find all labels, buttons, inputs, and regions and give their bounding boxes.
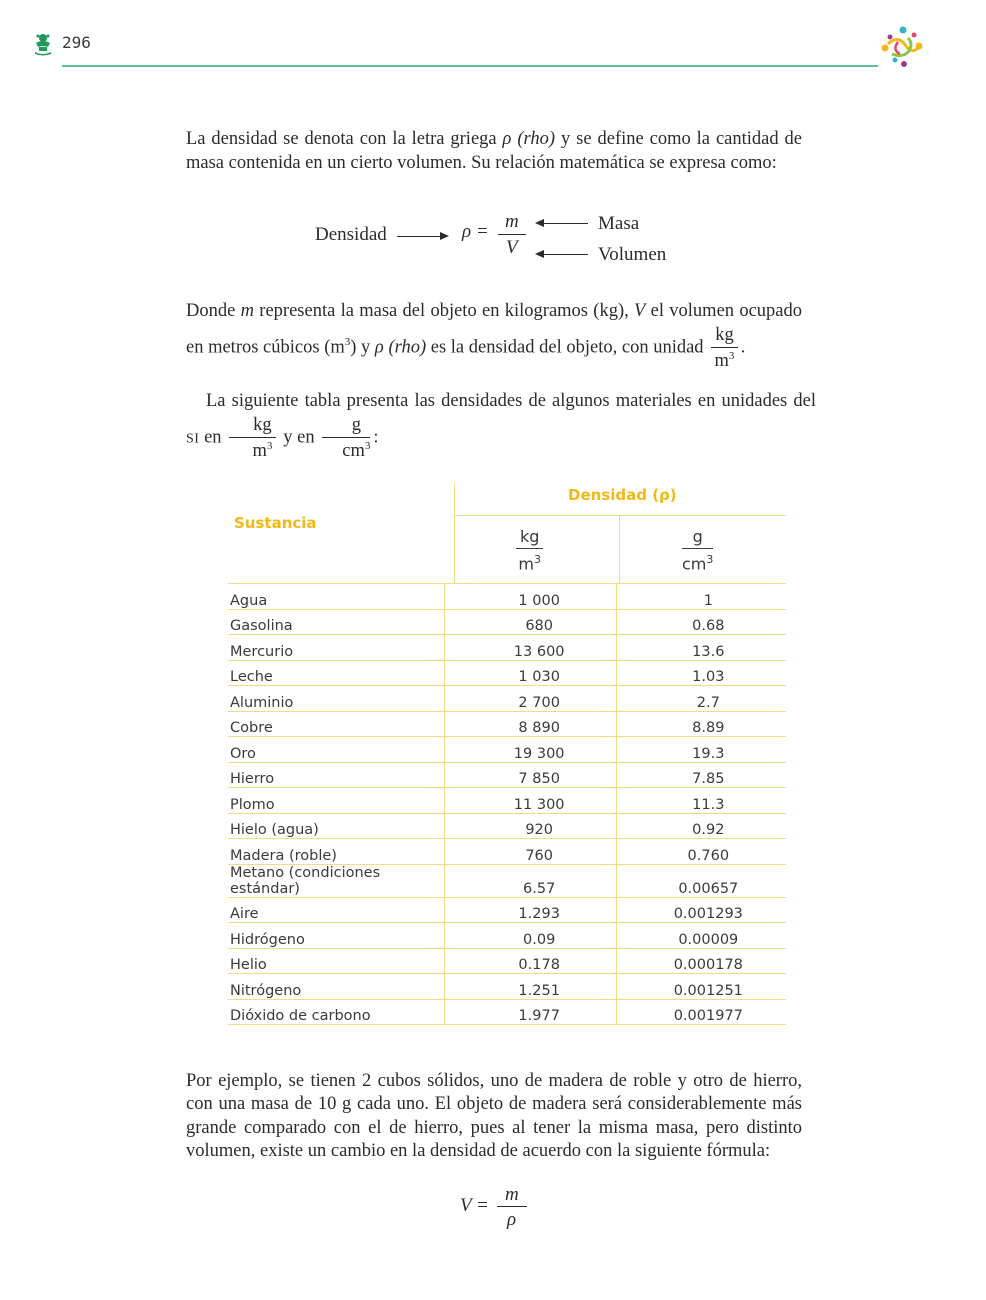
density-kg-m3-cell: 8 890 bbox=[444, 711, 616, 737]
density-kg-m3-cell: 2 700 bbox=[444, 686, 616, 712]
density-kg-m3-cell: 760 bbox=[444, 839, 616, 865]
density-g-cm3-cell: 7.85 bbox=[616, 762, 786, 788]
substance-cell: Madera (roble) bbox=[228, 839, 444, 865]
arrow-left-line bbox=[543, 254, 588, 255]
table-row bbox=[228, 948, 786, 974]
table-row bbox=[228, 839, 786, 865]
density-kg-m3-cell: 1 030 bbox=[444, 660, 616, 686]
density-kg-m3-cell: 6.57 bbox=[444, 864, 616, 897]
substance-cell: Cobre bbox=[228, 711, 444, 737]
formula-numerator: m bbox=[505, 211, 519, 232]
density-g-cm3-cell: 0.001977 bbox=[616, 999, 786, 1025]
intro-paragraph: La densidad se denota con la letra griega ρ (rho) y se define como la cantidad de masa contenida en un cierto volumen. Su relación matemática se expresa como: bbox=[186, 129, 802, 173]
density-formula bbox=[0, 205, 986, 275]
header-density: Densidad (ρ) bbox=[568, 486, 677, 504]
table-row bbox=[228, 897, 786, 923]
substance-cell: Agua bbox=[228, 584, 444, 609]
density-g-cm3-cell: 0.92 bbox=[616, 813, 786, 839]
substance-cell: Dióxido de carbono bbox=[228, 999, 444, 1025]
substance-cell: Hielo (agua) bbox=[228, 813, 444, 839]
substance-cell: Hierro bbox=[228, 762, 444, 788]
table-row bbox=[228, 923, 786, 949]
density-g-cm3-cell: 1 bbox=[616, 584, 786, 609]
arrow-left-line bbox=[543, 223, 588, 224]
density-g-cm3-cell: 13.6 bbox=[616, 635, 786, 661]
density-label: Densidad bbox=[315, 224, 387, 245]
density-kg-m3-cell: 13 600 bbox=[444, 635, 616, 661]
formula2-numerator: m bbox=[505, 1184, 519, 1205]
table-row bbox=[228, 686, 786, 712]
page-header bbox=[0, 0, 986, 80]
density-g-cm3-cell: 1.03 bbox=[616, 660, 786, 686]
table-row bbox=[228, 584, 786, 609]
formula-denominator: V bbox=[506, 237, 518, 258]
volume-label: Volumen bbox=[598, 244, 667, 265]
table-row bbox=[228, 813, 786, 839]
density-g-cm3-cell: 0.760 bbox=[616, 839, 786, 865]
density-g-cm3-cell: 0.00009 bbox=[616, 923, 786, 949]
substance-cell: Nitrógeno bbox=[228, 974, 444, 1000]
col2-unit: $\frac{g}{cm^3}$ bbox=[682, 527, 714, 574]
substance-cell: Oro bbox=[228, 737, 444, 763]
header-divider bbox=[454, 482, 455, 584]
substance-cell: Plomo bbox=[228, 788, 444, 814]
header-substance: Sustancia bbox=[234, 514, 317, 532]
formula2-lhs: V = bbox=[460, 1195, 489, 1216]
formula-lhs: ρ = bbox=[462, 221, 489, 242]
density-kg-m3-cell: 920 bbox=[444, 813, 616, 839]
density-g-cm3-cell: 8.89 bbox=[616, 711, 786, 737]
substance-cell: Gasolina bbox=[228, 609, 444, 635]
table-row bbox=[228, 711, 786, 737]
fraction-bar bbox=[497, 1206, 527, 1207]
density-g-cm3-cell: 0.68 bbox=[616, 609, 786, 635]
substance-cell: Mercurio bbox=[228, 635, 444, 661]
substance-cell: Hidrógeno bbox=[228, 923, 444, 949]
unit-fraction: $\frac{g}{cm^3}$ bbox=[322, 416, 370, 460]
density-kg-m3-cell: 1 000 bbox=[444, 584, 616, 609]
volume-formula bbox=[0, 1180, 986, 1250]
density-kg-m3-cell: 7 850 bbox=[444, 762, 616, 788]
density-g-cm3-cell: 2.7 bbox=[616, 686, 786, 712]
density-g-cm3-cell: 0.001293 bbox=[616, 897, 786, 923]
table-row bbox=[228, 635, 786, 661]
header-divider bbox=[619, 516, 620, 584]
density-kg-m3-cell: 19 300 bbox=[444, 737, 616, 763]
mexico-emblem-icon bbox=[33, 32, 53, 56]
density-kg-m3-cell: 0.09 bbox=[444, 923, 616, 949]
density-g-cm3-cell: 0.001251 bbox=[616, 974, 786, 1000]
density-g-cm3-cell: 19.3 bbox=[616, 737, 786, 763]
table-row bbox=[228, 974, 786, 1000]
density-g-cm3-cell: 0.00657 bbox=[616, 864, 786, 897]
density-kg-m3-cell: 1.251 bbox=[444, 974, 616, 1000]
table-row bbox=[228, 609, 786, 635]
substance-cell: Metano (condiciones estándar) bbox=[228, 864, 444, 897]
density-kg-m3-cell: 1.293 bbox=[444, 897, 616, 923]
substance-cell: Aire bbox=[228, 897, 444, 923]
unit-fraction: $\frac{kg}{m^3}$ bbox=[229, 416, 276, 460]
density-kg-m3-cell: 680 bbox=[444, 609, 616, 635]
formula2-denominator: ρ bbox=[507, 1209, 517, 1230]
example-paragraph: Por ejemplo, se tienen 2 cubos sólidos, uno de madera de roble y otro de hierro, con una masa de 10 g cada uno. El objeto de madera será considerablemente más grande comparado con el de hierro, pues al tener la misma masa, pero distinto volumen, existe un cambio en la densidad de acuerdo con la siguiente fórmula: bbox=[186, 1071, 802, 1161]
table-intro-paragraph: La siguiente tabla presenta las densidades de algunos materiales en unidades del SI en $\frac{kg}{m^3}$ y en $\frac{g}{cm^3}$ : bbox=[186, 391, 816, 461]
header-rule bbox=[62, 65, 878, 67]
density-table-body bbox=[228, 584, 786, 1025]
table-row bbox=[228, 999, 786, 1025]
arrow-right-icon bbox=[440, 232, 449, 240]
colorful-dots-logo-icon bbox=[878, 24, 926, 70]
table-row bbox=[228, 864, 786, 897]
substance-cell: Aluminio bbox=[228, 686, 444, 712]
substance-cell: Helio bbox=[228, 948, 444, 974]
table-row bbox=[228, 788, 786, 814]
unit-fraction: $\frac{kg}{m^3}$ bbox=[711, 326, 738, 370]
arrow-right-line bbox=[397, 236, 441, 237]
density-kg-m3-cell: 1.977 bbox=[444, 999, 616, 1025]
density-g-cm3-cell: 11.3 bbox=[616, 788, 786, 814]
mass-label: Masa bbox=[598, 213, 640, 234]
density-g-cm3-cell: 0.000178 bbox=[616, 948, 786, 974]
col1-unit: $\frac{kg}{m^3}$ bbox=[516, 527, 543, 573]
substance-cell: Leche bbox=[228, 660, 444, 686]
table-row bbox=[228, 737, 786, 763]
density-kg-m3-cell: 0.178 bbox=[444, 948, 616, 974]
page-number: 296 bbox=[62, 33, 91, 52]
header-rule bbox=[454, 515, 786, 516]
definition-paragraph: Donde m representa la masa del objeto en kilogramos (kg), V el volumen ocupado en metros cúbicos $(m^3)$ y ρ (rho) es la densidad del objeto, con unidad $\frac{kg}{m^3}$ . bbox=[186, 301, 802, 371]
fraction-bar bbox=[498, 234, 526, 235]
density-kg-m3-cell: 11 300 bbox=[444, 788, 616, 814]
table-row bbox=[228, 660, 786, 686]
table-row bbox=[228, 762, 786, 788]
